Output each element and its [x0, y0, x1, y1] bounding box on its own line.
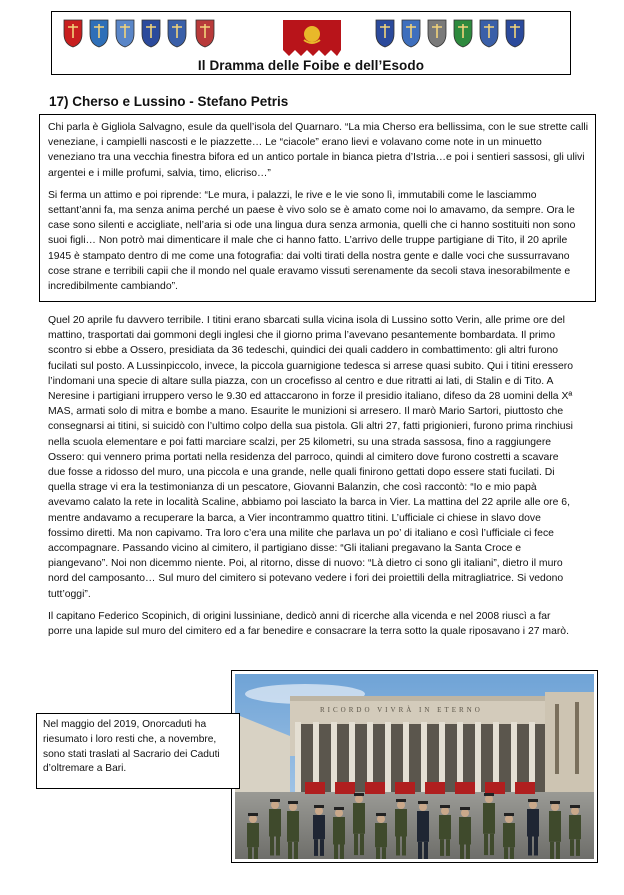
column: [475, 722, 481, 792]
caption-text: Nel maggio del 2019, Onorcaduti ha riesumato i loro resti che, a novembre, sono stati traslati al Sacrario dei Caduti d’oltremare a Bari.: [43, 719, 220, 775]
arch-shadow: [301, 724, 313, 792]
arch-shadow: [409, 724, 421, 792]
coffin: [305, 782, 325, 794]
column: [421, 722, 427, 792]
column: [331, 722, 337, 792]
column: [493, 722, 499, 792]
crest-icon: [140, 18, 162, 48]
crest-row: [52, 18, 570, 60]
crest-icon: [504, 18, 526, 48]
quote-paragraph: Si ferma un attimo e poi riprende: “Le mura, i palazzi, le rive e le vie sono lì, immutabili come le lasciammo settant’anni fa, ma senza anima perché un paese è vivo solo se è amato come noi lo amavamo, da sempre. Ora le case sono silenti e accigliate, nell’aria si ode una lingua dura senza armonia, quelli che ci hanno sostituiti non sono suoi figli… Non potrò mai dimenticare il male che ci hanno fatto. L’arrivo delle truppe partigiane di Tito, il 20 aprile 1945 è stampato dentro di me come una fotografia: dai volti tirati della nostra gente e dalle voci che sussurravano cose strane e terribili capii che il mondo nel quale eravamo vissuti serenamente da secoli stava inesorabilmente e incredibilmente cambiando”.: [48, 189, 576, 293]
wall-inscription: RICORDO VIVRÀ IN ETERNO: [320, 706, 483, 714]
column: [439, 722, 445, 792]
arch-shadow: [517, 724, 529, 792]
coffin: [365, 782, 385, 794]
document-title: Il Dramma delle Foibe e dell’Esodo: [197, 58, 425, 73]
header-banner: [51, 11, 571, 75]
crest-icon: [426, 18, 448, 48]
crest-icon: [114, 18, 136, 48]
coffin: [485, 782, 505, 794]
coffin: [335, 782, 355, 794]
column: [511, 722, 517, 792]
coffin: [515, 782, 535, 794]
section-title: 17) Cherso e Lussino - Stefano Petris: [49, 94, 289, 109]
arch-shadow: [499, 724, 511, 792]
arch-shadow: [373, 724, 385, 792]
crest-icon: [166, 18, 188, 48]
body-paragraph: Il capitano Federico Scopinich, di origini lussiniane, dedicò anni di ricerche alla vicenda e nel 2008 riuscì a far porre una lapide sul muro del cimitero ed a far benedire e consacrare la terra sotto la quale riposavano i 27 marò.: [48, 610, 569, 638]
arch-shadow: [337, 724, 349, 792]
crest-icon: [452, 18, 474, 48]
column: [313, 722, 319, 792]
coffin: [425, 782, 445, 794]
quote-paragraph: Chi parla è Gigliola Salvagno, esule da quell’isola del Quarnaro. “La mia Cherso era bellissima, con le sue strette calli veneziane, i campielli nascosti e le piazzette… Le “ciacole” erano lievi e volavano come note in un minuetto veneziano tra una vecchia finestra bifora ed un antico portale in bianca pietra d’Istria…e poi i sentieri sassosi, gli ulivi argentei e i mille profumi, salvia, timo, elicriso…”: [48, 122, 589, 179]
body-paragraph: Quel 20 aprile fu davvero terribile. I titini erano sbarcati sulla vicina isola di Lussino sotto Verin, alle prime ore del mattino, trasportati dai gommoni degli inglesi che il giorno prima l’avevano pesantemente bombardata. Il primo scontro si ebbe a Ossero, presidiata da 36 tedeschi, quindici dei quali caddero in combattimento: gli altri furono fucilati sul posto. A Lussinpiccolo, invece, la piccola guarnigione tedesca si arrese quasi subito. Qui i titini eressero l’indomani una specie di altare sulla piazza, con un crocefisso al centro e due ritratti ai lati, di Stalin e di Tito. A Neresine i partigiani irruppero verso le 9.30 ed attaccarono in forze il presidio italiano, difeso da 28 uomini della Xª MAS, armati solo di mitra e bombe a mano. Esaurite le munizioni si arresero. Il marò Mario Sartori, piuttosto che consegnarsi ai titini, si suicidò con l’ultimo colpo della sua pistola. Gli altri 27, fatti prigionieri, furono prima rinchiusi nella scuola elementare e poi fatti marciare scalzi, per 25 kilometri, su una strada sassosa, fino a raggiungere Ossero: qui vennero prima portati nella residenza del parroco, quindi al cimitero dove furono costretti a scavare due fosse a ridosso del muro, una piccola e una grande, nelle quali finirono gettati dopo essere stati fucilati. Di quella strage vi era la testimonianza di un pescatore, Giovanni Balanzin, che così raccontò: “Io e mio papà avevamo calato la rete in località Scaline, abbiamo poi lasciato la barca in Vier. La mattina del 22 aprile alle ore 6, mentre andavamo a recuperare la barca, a Vier incontrammo quattro titini. L’ufficiale ci chiese in slavo dove fossimo diretti. Ma non capivamo. Tra loro c’era una milite che parlava un po’ di italiano e così l’ufficiale ci fece accompagnare. Passando vicino al cimitero, il partigiano disse: “Gli italiani pregavano la Santa Croce e piangevano”. Noi non dicemmo niente. Poi, al ritorno, disse di nuovo: “Là dietro ci sono gli italiani”, dietro il muro nord del camposanto… Sul muro del cimitero si potevano vedere i fori dei proiettili della mitragliatrice. Si vedono tutt’oggi”.: [48, 315, 574, 600]
crest-icon: [374, 18, 396, 48]
arch-shadow: [427, 724, 439, 792]
arch-shadow: [319, 724, 331, 792]
column: [457, 722, 463, 792]
column: [295, 722, 301, 792]
crest-icon: [88, 18, 110, 48]
column: [403, 722, 409, 792]
column: [349, 722, 355, 792]
column: [385, 722, 391, 792]
arch-shadow: [445, 724, 457, 792]
coffin: [455, 782, 475, 794]
column: [367, 722, 373, 792]
photo-caption: [36, 713, 240, 789]
right-building: [545, 692, 594, 792]
arch-shadow: [463, 724, 475, 792]
article-body: [48, 313, 576, 639]
arch-shadow: [355, 724, 367, 792]
crest-icon: [194, 18, 216, 48]
quote-box: [39, 114, 596, 302]
column: [529, 722, 535, 792]
arch-shadow: [481, 724, 493, 792]
ceremony-photo-image: [235, 674, 594, 859]
colonnade: [295, 722, 547, 792]
ceremony-photo: [231, 670, 598, 863]
crest-icon: [400, 18, 422, 48]
arch-shadow: [391, 724, 403, 792]
venetian-flag-icon: [283, 20, 341, 56]
crest-icon: [62, 18, 84, 48]
coffin: [395, 782, 415, 794]
crest-icon: [478, 18, 500, 48]
